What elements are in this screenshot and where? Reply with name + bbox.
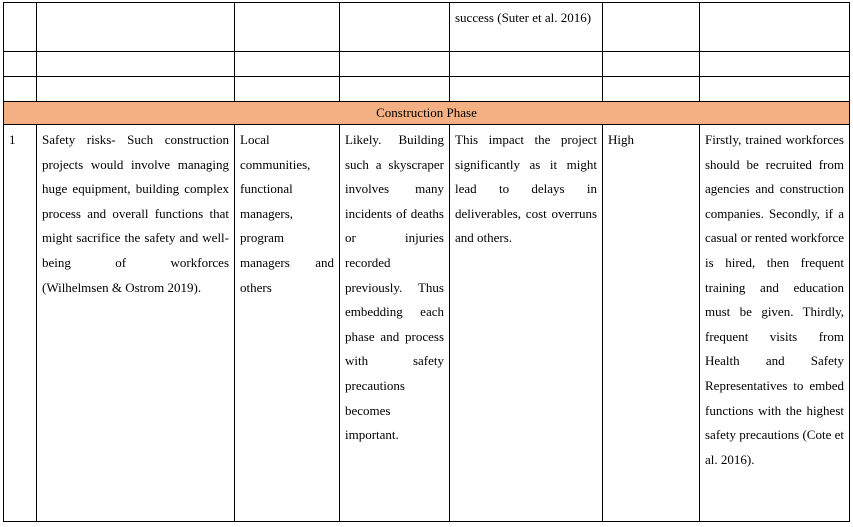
empty-cell (37, 52, 235, 77)
cell-stakeholders-empty (235, 3, 340, 52)
empty-cell (235, 77, 340, 102)
cell-rating: High (603, 125, 700, 522)
cell-risk (37, 125, 235, 522)
table-row-empty (4, 52, 850, 77)
risk-citation: (Wilhelmsen & Ostrom 2019). (42, 279, 202, 295)
cell-mitigation: Firstly, trained workforces should be recruited from agencies and construction companies. Secondly, if a casual or rented workforce is hired, then frequent training and education must be given. Thirdly, frequent visits from Health and Safety Representatives to embed functions with the highest safety precautions (Cote et al. 2016). (700, 125, 850, 522)
table-row (4, 125, 850, 522)
empty-cell (340, 77, 450, 102)
cell-likelihood: Likely. Building such a skyscraper involves many incidents of deaths or injuries recorded previously. Thus embedding each phase and process with safety precautions becomes important. (340, 125, 450, 522)
cell-rating-empty (603, 3, 700, 52)
empty-cell (37, 77, 235, 102)
empty-cell (235, 52, 340, 77)
empty-cell (450, 52, 603, 77)
empty-cell (4, 52, 37, 77)
cell-risk-empty (37, 3, 235, 52)
empty-cell (450, 77, 603, 102)
cell-mitigation-empty (700, 3, 850, 52)
phase-header: Construction Phase (4, 102, 850, 125)
empty-cell (700, 77, 850, 102)
cell-row-number: 1 (4, 125, 37, 522)
phase-header-row (4, 102, 850, 125)
table-row-continued (4, 3, 850, 52)
cell-number-empty (4, 3, 37, 52)
cell-impact: This impact the project significantly as it might lead to delays in deliverables, cost overruns and others. (450, 125, 603, 522)
risk-description: Safety risks- Such construction projects would involve managing huge equipment, building complex process and overall functions that might sacrifice the safety and well-being of workforces (42, 132, 229, 270)
empty-cell (340, 52, 450, 77)
risk-register-table (3, 2, 850, 522)
empty-cell (700, 52, 850, 77)
cell-impact-continued (450, 3, 603, 52)
empty-cell (603, 52, 700, 77)
table-row-empty (4, 77, 850, 102)
empty-cell (4, 77, 37, 102)
empty-cell (603, 77, 700, 102)
cell-likelihood-empty (340, 3, 450, 52)
impact-tail-text: success (Suter et al. 2016) (455, 10, 592, 25)
cell-stakeholders: Local communities, functional managers, program managers and others (235, 125, 340, 522)
